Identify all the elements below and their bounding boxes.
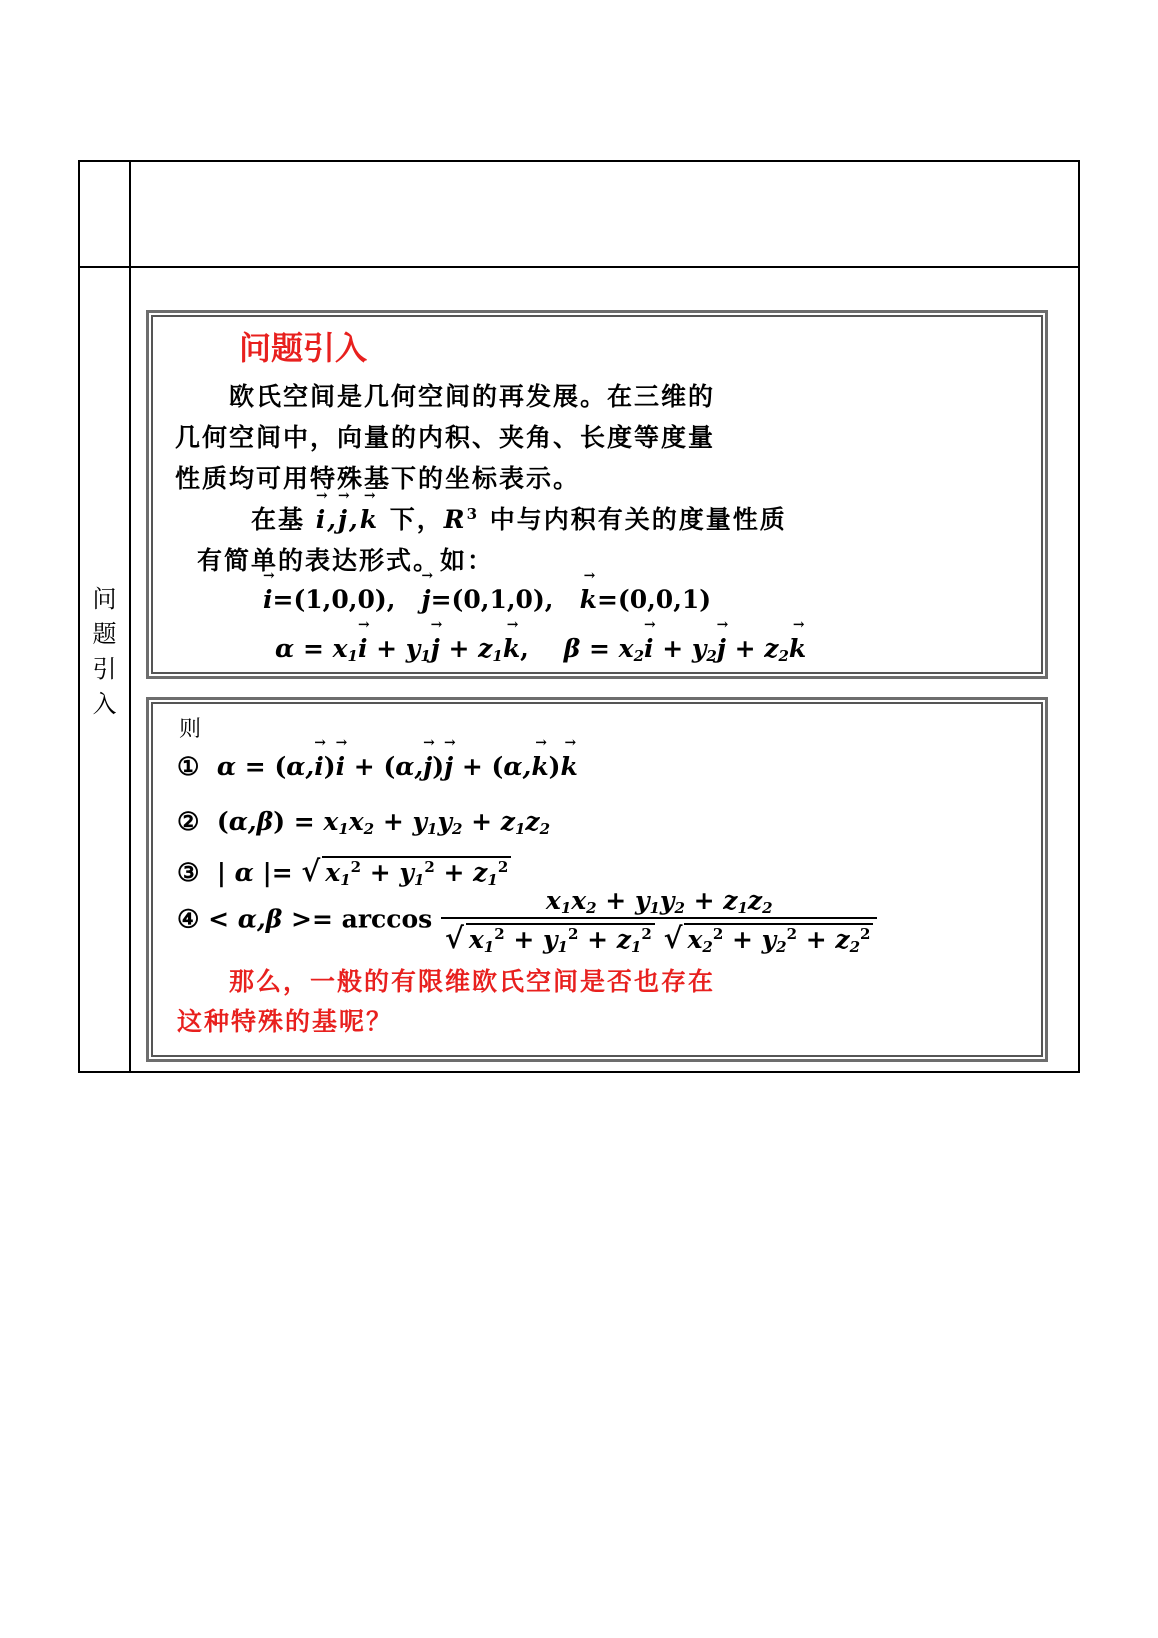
alpha-beta-expansion: $\alpha = x_1\to i + y_1\to j + z_1\to k$, $\beta = x_2\to i + y_2\to j + z_2\to k$: [275, 634, 806, 665]
standard-basis-coordinates: → i=(1,0,0), → j=(0,1,0), → k=(0,0,1): [263, 585, 711, 614]
basis-line: 在基 → i,→ j,→ k 下，$R^3$ 中与内积有关的度量性质: [251, 500, 787, 536]
formula-2: ② $(\alpha,\beta) = x_1x_2 + y_1y_2 + z_1z_2$: [177, 807, 551, 838]
formula-1: ① α = (α,→ i)→ i + (α,→ j)→ j + (α,→ k)→ k: [177, 752, 578, 781]
formula-3: ③ | α |= √ $x_1^2 + y_1^2 + z_1^2$: [177, 854, 511, 889]
table-row-divider: [80, 266, 1078, 268]
table-column-divider: [129, 162, 131, 1071]
intro-slide-box: [146, 310, 1048, 679]
side-label: 问 题 引 入: [92, 585, 117, 718]
formula-slide-box: [146, 697, 1048, 1062]
question-line-1: 那么，一般的有限维欧氏空间是否也存在: [229, 967, 716, 996]
then-label: 则: [179, 717, 202, 742]
intro-line-5: 有简单的表达形式。如：: [197, 546, 495, 575]
intro-line-2: 几何空间中，向量的内积、夹角、长度等度量: [175, 423, 716, 452]
slide-title: 问题引入: [239, 329, 368, 367]
question-line-2: 这种特殊的基呢？: [177, 1007, 394, 1036]
intro-line-1: 欧氏空间是几何空间的再发展。在三维的: [229, 382, 716, 411]
basis-vectors: → i,→ j,→ k: [316, 505, 379, 534]
r3-symbol: $R^3$: [443, 505, 479, 534]
intro-line-3: 性质均可用特殊基下的坐标表示。: [175, 464, 581, 493]
lesson-table: [78, 160, 1080, 1073]
formula-4: ④ < α,β >= arccos $\frac{x_1x_2 + y_1y_2 + z_1z_2}{√ x_1^2 + y_1^2 + z_1^2 √ x_2^2 + y_2^2 + z_2^2}$: [177, 886, 877, 956]
